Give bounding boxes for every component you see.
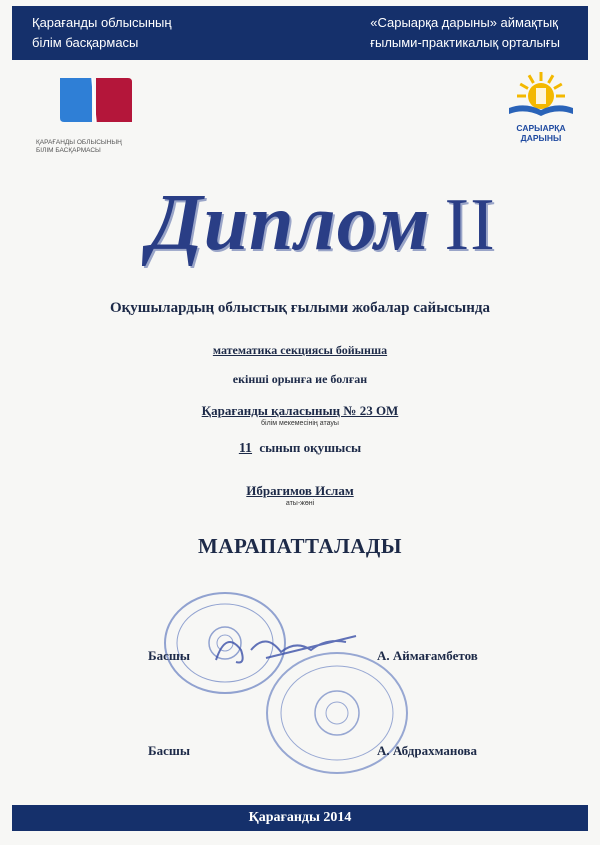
- signature-role-2: Басшы: [148, 743, 190, 758]
- logo-brand-text: САРЫАРҚА ДАРЫНЫ: [516, 123, 566, 143]
- logo-caption-line1: ҚАРАҒАНДЫ ОБЛЫСЫНЫҢ: [36, 139, 122, 146]
- grade-line: [0, 440, 600, 457]
- school-caption: білім мекемесінің атауы: [261, 420, 339, 427]
- logo-caption-line2: БІЛІМ БАСҚАРМАСЫ: [36, 147, 101, 154]
- student-caption: аты-жөні: [285, 500, 315, 507]
- header-left: [32, 13, 172, 53]
- education-department-logo: [36, 72, 136, 155]
- competition-line: Оқушылардың облыстық ғылыми жобалар сайысында: [109, 300, 491, 316]
- signature-role-1: Басшы: [148, 648, 190, 663]
- saryarka-daryny-logo: [495, 68, 587, 143]
- school-line: Қарағанды қаласының № 23 ОМ: [201, 403, 399, 418]
- diploma-title: [148, 178, 496, 269]
- student-name: Ибрагимов Ислам: [246, 483, 354, 498]
- footer-banner: [12, 805, 588, 831]
- award-text: МАРАПАТТАЛАДЫ: [198, 534, 402, 558]
- header-left-line2: білім басқармасы: [32, 35, 139, 50]
- signature-name-2: А. Абдрахманова: [377, 743, 478, 758]
- education-logo-icon: [50, 72, 140, 128]
- signature-scribble: [206, 620, 366, 680]
- title-degree: II: [444, 184, 496, 266]
- grade-text: сынып оқушысы: [259, 440, 362, 455]
- header-left-line1: Қарағанды облысының: [32, 15, 172, 30]
- footer-city-year: Қарағанды 2014: [248, 810, 352, 825]
- place-line: екінші орынға ие болған: [232, 372, 368, 386]
- header-right-line2: ғылыми-практикалық орталығы: [370, 35, 560, 50]
- grade-number: 11: [238, 441, 253, 456]
- section-line: математика секциясы бойынша: [212, 343, 388, 357]
- title-word: Диплом: [148, 179, 431, 267]
- header-right: [370, 13, 560, 53]
- header-right-line1: «Сарыарқа дарыны» аймақтық: [370, 15, 558, 30]
- header-banner: [12, 6, 588, 60]
- sun-book-logo-icon: [501, 68, 581, 120]
- signature-name-1: А. Аймағамбетов: [377, 648, 478, 663]
